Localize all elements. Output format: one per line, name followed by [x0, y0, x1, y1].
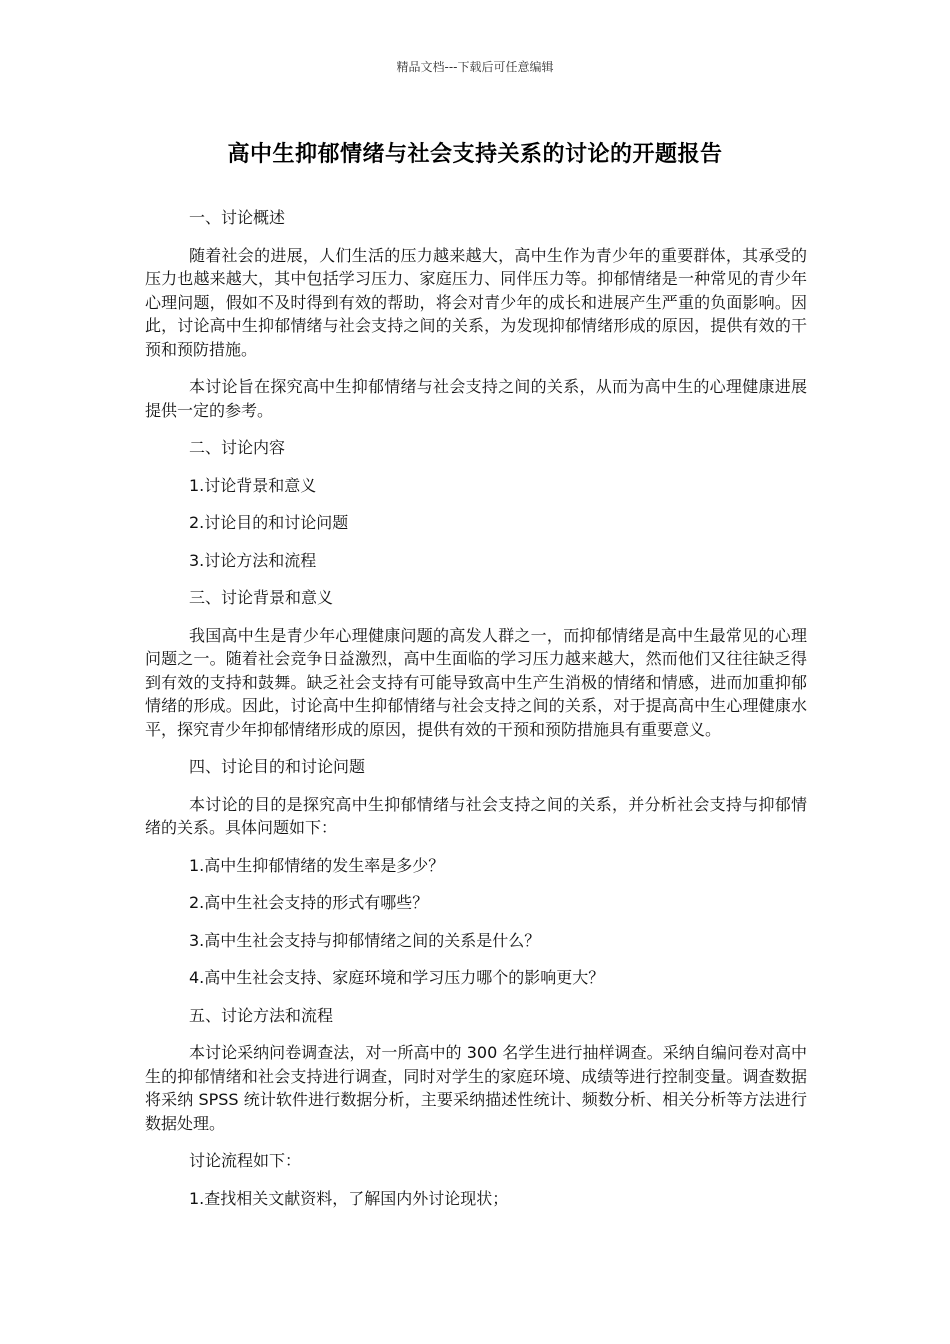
- paragraph: 随着社会的进展，人们生活的压力越来越大，高中生作为青少年的重要群体，其承受的压力也越来越大，其中包括学习压力、家庭压力、同伴压力等。抑郁情绪是一种常见的青少年心理问题，假如不及时得到有效的帮助，将会对青少年的成长和进展产生严重的负面影响。因此，讨论高中生抑郁情绪与社会支持之间的关系，为发现抑郁情绪形成的原因，提供有效的干预和预防措施。: [145, 245, 807, 359]
- list-item: 1.查找相关文献资料，了解国内外讨论现状；: [189, 1188, 509, 1208]
- section-heading-content: 二、讨论内容: [189, 438, 286, 457]
- document-title: 高中生抑郁情绪与社会支持关系的讨论的开题报告: [227, 142, 723, 167]
- list-item: 3.讨论方法和流程: [189, 550, 317, 570]
- section-heading-purpose: 四、讨论目的和讨论问题: [189, 757, 366, 776]
- paragraph: 讨论流程如下：: [189, 1151, 302, 1170]
- section-heading-background: 三、讨论背景和意义: [189, 588, 334, 607]
- list-item: 2.讨论目的和讨论问题: [189, 513, 349, 532]
- document-body: [145, 206, 807, 1224]
- paragraph: 本讨论旨在探究高中生抑郁情绪与社会支持之间的关系，从而为高中生的心理健康进展提供一定的参考。: [145, 377, 807, 420]
- paragraph: 本讨论的目的是探究高中生抑郁情绪与社会支持之间的关系，并分析社会支持与抑郁情绪的关系。具体问题如下：: [145, 794, 807, 837]
- page-header: 精品文档---下载后可任意编辑: [396, 60, 554, 74]
- paragraph: 本讨论采纳问卷调查法，对一所高中的 300 名学生进行抽样调查。采纳自编问卷对高中生的抑郁情绪和社会支持进行调查，同时对学生的家庭环境、成绩等进行控制变量。调查数据将采纳 SPSS 统计软件进行数据分析，主要采纳描述性统计、频数分析、相关分析等方法进行数据处理。: [145, 1043, 807, 1133]
- section-heading-overview: 一、讨论概述: [189, 208, 286, 227]
- list-item: 4.高中生社会支持、家庭环境和学习压力哪个的影响更大？: [189, 968, 605, 987]
- list-item: 2.高中生社会支持的形式有哪些？: [189, 893, 429, 912]
- list-item: 1.讨论背景和意义: [189, 475, 317, 495]
- list-item: 1.高中生抑郁情绪的发生率是多少？: [189, 855, 445, 875]
- list-item: 3.高中生社会支持与抑郁情绪之间的关系是什么？: [189, 930, 541, 950]
- section-heading-method: 五、讨论方法和流程: [189, 1005, 334, 1025]
- paragraph: 我国高中生是青少年心理健康问题的高发人群之一，而抑郁情绪是高中生最常见的心理问题之一。随着社会竞争日益激烈，高中生面临的学习压力越来越大，然而他们又往往缺乏得到有效的支持和鼓舞。缺乏社会支持有可能导致高中生产生消极的情绪和情感，进而加重抑郁情绪的形成。因此，讨论高中生抑郁情绪与社会支持之间的关系，对于提高高中生心理健康水平，探究青少年抑郁情绪形成的原因，提供有效的干预和预防措施具有重要意义。: [145, 625, 807, 739]
